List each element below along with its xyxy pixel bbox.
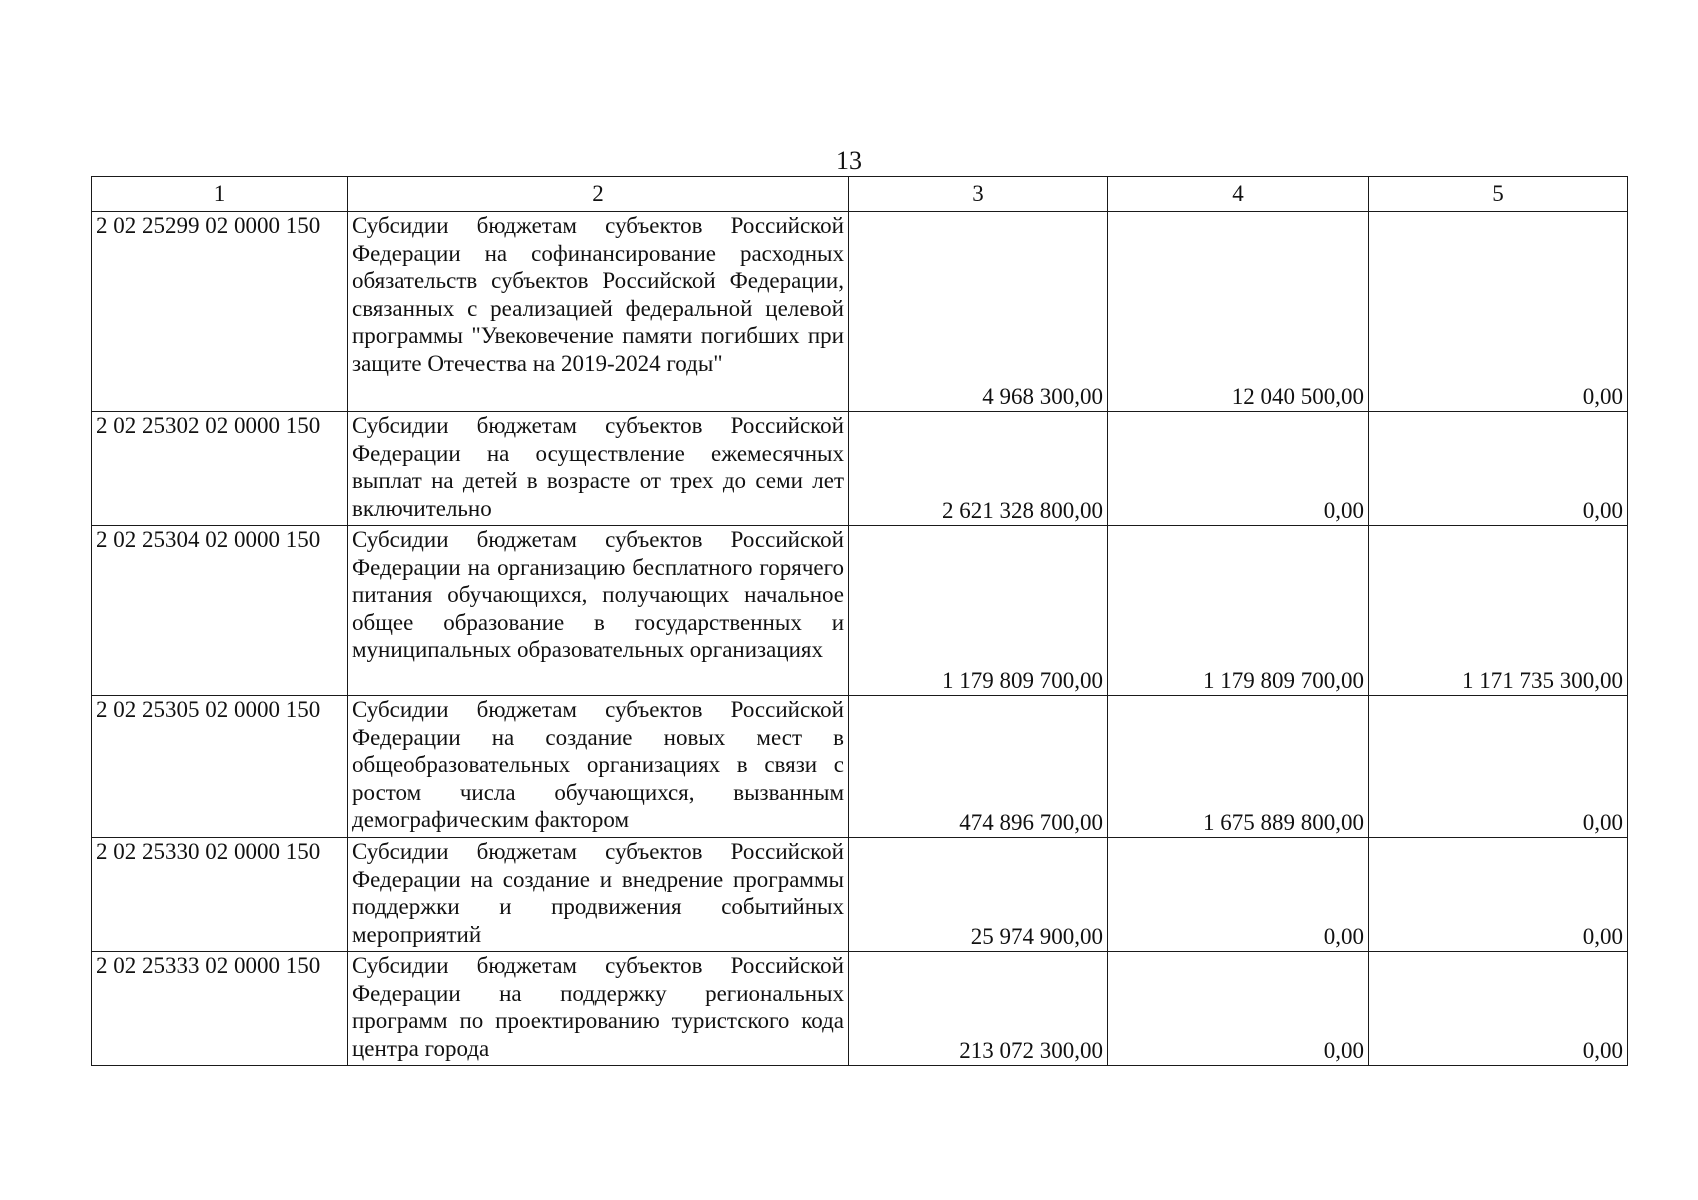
row-code: 2 02 25299 02 0000 150 <box>92 212 348 412</box>
row-code: 2 02 25330 02 0000 150 <box>92 838 348 952</box>
row-description: Субсидии бюджетам субъектов Российской Федерации на создание и внедрение программы поддержки и продвижения событийных мероприятий <box>348 838 849 952</box>
row-value-col5: 0,00 <box>1369 212 1628 412</box>
row-value-col3: 1 179 809 700,00 <box>849 526 1108 696</box>
row-value-col3: 213 072 300,00 <box>849 952 1108 1066</box>
table-body <box>92 212 1628 1066</box>
table-row <box>92 212 1628 412</box>
row-value-col4: 0,00 <box>1108 952 1369 1066</box>
table-row <box>92 838 1628 952</box>
row-value-col5: 0,00 <box>1369 838 1628 952</box>
row-value-col3: 474 896 700,00 <box>849 696 1108 838</box>
row-code: 2 02 25304 02 0000 150 <box>92 526 348 696</box>
table-row <box>92 696 1628 838</box>
table-row <box>92 952 1628 1066</box>
row-description: Субсидии бюджетам субъектов Российской Федерации на осуществление ежемесячных выплат на детей в возрасте от трех до семи лет включительно <box>348 412 849 526</box>
row-description: Субсидии бюджетам субъектов Российской Федерации на поддержку региональных программ по проектированию туристского кода центра города <box>348 952 849 1066</box>
row-code: 2 02 25333 02 0000 150 <box>92 952 348 1066</box>
column-header-1: 1 <box>92 177 348 212</box>
row-value-col3: 25 974 900,00 <box>849 838 1108 952</box>
row-value-col3: 4 968 300,00 <box>849 212 1108 412</box>
row-code: 2 02 25305 02 0000 150 <box>92 696 348 838</box>
row-value-col4: 0,00 <box>1108 838 1369 952</box>
column-header-4: 4 <box>1108 177 1369 212</box>
row-value-col5: 1 171 735 300,00 <box>1369 526 1628 696</box>
row-value-col4: 1 675 889 800,00 <box>1108 696 1369 838</box>
column-header-2: 2 <box>348 177 849 212</box>
row-code: 2 02 25302 02 0000 150 <box>92 412 348 526</box>
row-value-col5: 0,00 <box>1369 952 1628 1066</box>
table-header <box>92 177 1628 212</box>
row-value-col3: 2 621 328 800,00 <box>849 412 1108 526</box>
column-header-3: 3 <box>849 177 1108 212</box>
column-header-5: 5 <box>1369 177 1628 212</box>
table-row <box>92 412 1628 526</box>
row-value-col4: 0,00 <box>1108 412 1369 526</box>
table-row <box>92 526 1628 696</box>
page-number: 13 <box>836 146 862 175</box>
row-value-col5: 0,00 <box>1369 412 1628 526</box>
header-row <box>92 177 1628 212</box>
row-description: Субсидии бюджетам субъектов Российской Федерации на создание новых мест в общеобразовательных организациях в связи с ростом числа обучающихся, вызванным демографическим фактором <box>348 696 849 838</box>
row-value-col4: 12 040 500,00 <box>1108 212 1369 412</box>
row-value-col5: 0,00 <box>1369 696 1628 838</box>
row-description: Субсидии бюджетам субъектов Российской Федерации на софинансирование расходных обязательств субъектов Российской Федерации, связанных с реализацией федеральной целевой программы "Увековечение памяти погибших при защите Отечества на 2019-2024 годы" <box>348 212 849 412</box>
budget-table <box>91 176 1628 1066</box>
row-description: Субсидии бюджетам субъектов Российской Федерации на организацию бесплатного горячего питания обучающихся, получающих начальное общее образование в государственных и муниципальных образовательных организациях <box>348 526 849 696</box>
row-value-col4: 1 179 809 700,00 <box>1108 526 1369 696</box>
